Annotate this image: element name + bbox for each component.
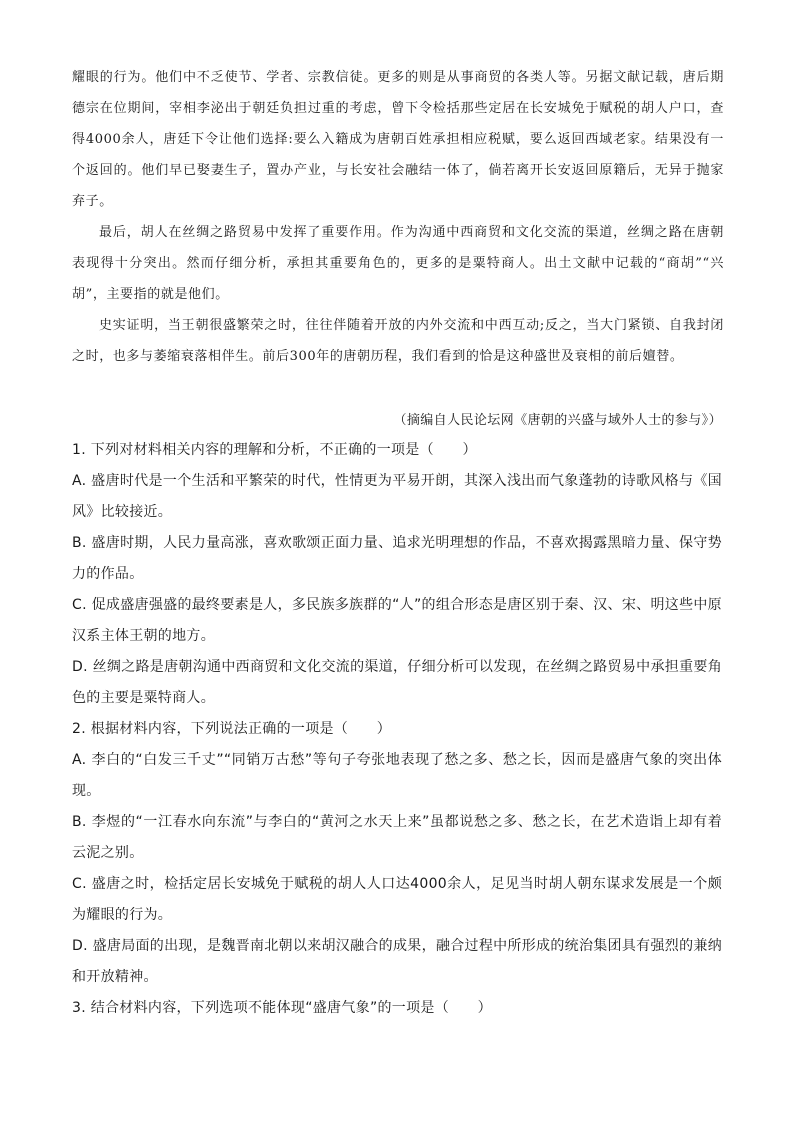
reading-passage (72, 62, 724, 372)
question-1-option-b: B. 盛唐时期，人民力量高涨，喜欢歌颂正面力量、追求光明理想的作品，不喜欢揭露黑暗力量、保守势力的作品。 (72, 535, 722, 582)
question-2-option-c: C. 盛唐之时，检括定居长安城免于赋税的胡人人口达4000余人，足见当时胡人朝东谋求发展是一个颇为耀眼的行为。 (72, 876, 722, 923)
question-2-option-b: B. 李煜的“一江春水向东流”与李白的“黄河之水天上来”虽都说愁之多、愁之长，在艺术造诣上却有着云泥之别。 (72, 814, 722, 861)
question-3-stem: 3. 结合材料内容，下列选项不能体现“盛唐气象”的一项是（ ） (72, 1000, 492, 1016)
question-2-stem: 2. 根据材料内容，下列说法正确的一项是（ ） (72, 721, 392, 737)
question-1-option-d: D. 丝绸之路是唐朝沟通中西商贸和文化交流的渠道，仔细分析可以发现，在丝绸之路贸易中承担重要角色的主要是粟特商人。 (72, 659, 722, 706)
passage-paragraph-3: 史实证明，当王朝很盛繁荣之时，往往伴随着开放的内外交流和中西互动;反之，当大门紧锁、自我封闭之时，也多与萎缩衰落相伴生。前后300年的唐朝历程，我们看到的恰是这种盛世及衰相的前后嬗替。 (72, 318, 724, 364)
passage-paragraph-1: 耀眼的行为。他们中不乏使节、学者、宗教信徒。更多的则是从事商贸的各类人等。另据文献记载，唐后期德宗在位期间，宰相李泌出于朝廷负担过重的考虑，曾下令检括那些定居在长安城免于赋税的胡人户口，查得4000余人，唐廷下令让他们选择:要么入籍成为唐朝百姓承担相应税赋，要么返回西域老家。结果没有一个返回的。他们早已娶妻生子，置办产业，与长安社会融结一体了，倘若离开长安返回原籍后，无异于抛家弃子。 (72, 70, 724, 209)
passage-source-citation: （摘编自人民论坛网《唐朝的兴盛与域外人士的参与》） (393, 413, 722, 428)
question-1-stem: 1. 下列对材料相关内容的理解和分析，不正确的一项是（ ） (72, 442, 477, 458)
question-1-option-a: A. 盛唐时代是一个生活和平繁荣的时代，性情更为平易开朗，其深入浅出而气象蓬勃的诗歌风格与《国风》比较接近。 (72, 473, 722, 520)
question-2-option-a: A. 李白的“白发三千丈”“同销万古愁”等句子夸张地表现了愁之多、愁之长，因而是盛唐气象的突出体现。 (72, 752, 722, 799)
passage-paragraph-2: 最后，胡人在丝绸之路贸易中发挥了重要作用。作为沟通中西商贸和文化交流的渠道，丝绸之路在唐朝表现得十分突出。然而仔细分析，承担其重要角色的，更多的是粟特商人。出土文献中记载的“商胡”“兴胡”，主要指的就是他们。 (72, 225, 724, 302)
question-list (72, 435, 722, 1024)
question-2-option-d: D. 盛唐局面的出现，是魏晋南北朝以来胡汉融合的成果，融合过程中所形成的统治集团具有强烈的兼纳和开放精神。 (72, 938, 722, 985)
question-1-option-c: C. 促成盛唐强盛的最终要素是人，多民族多族群的“人”的组合形态是唐区别于秦、汉、宋、明这些中原汉系主体王朝的地方。 (72, 597, 722, 644)
